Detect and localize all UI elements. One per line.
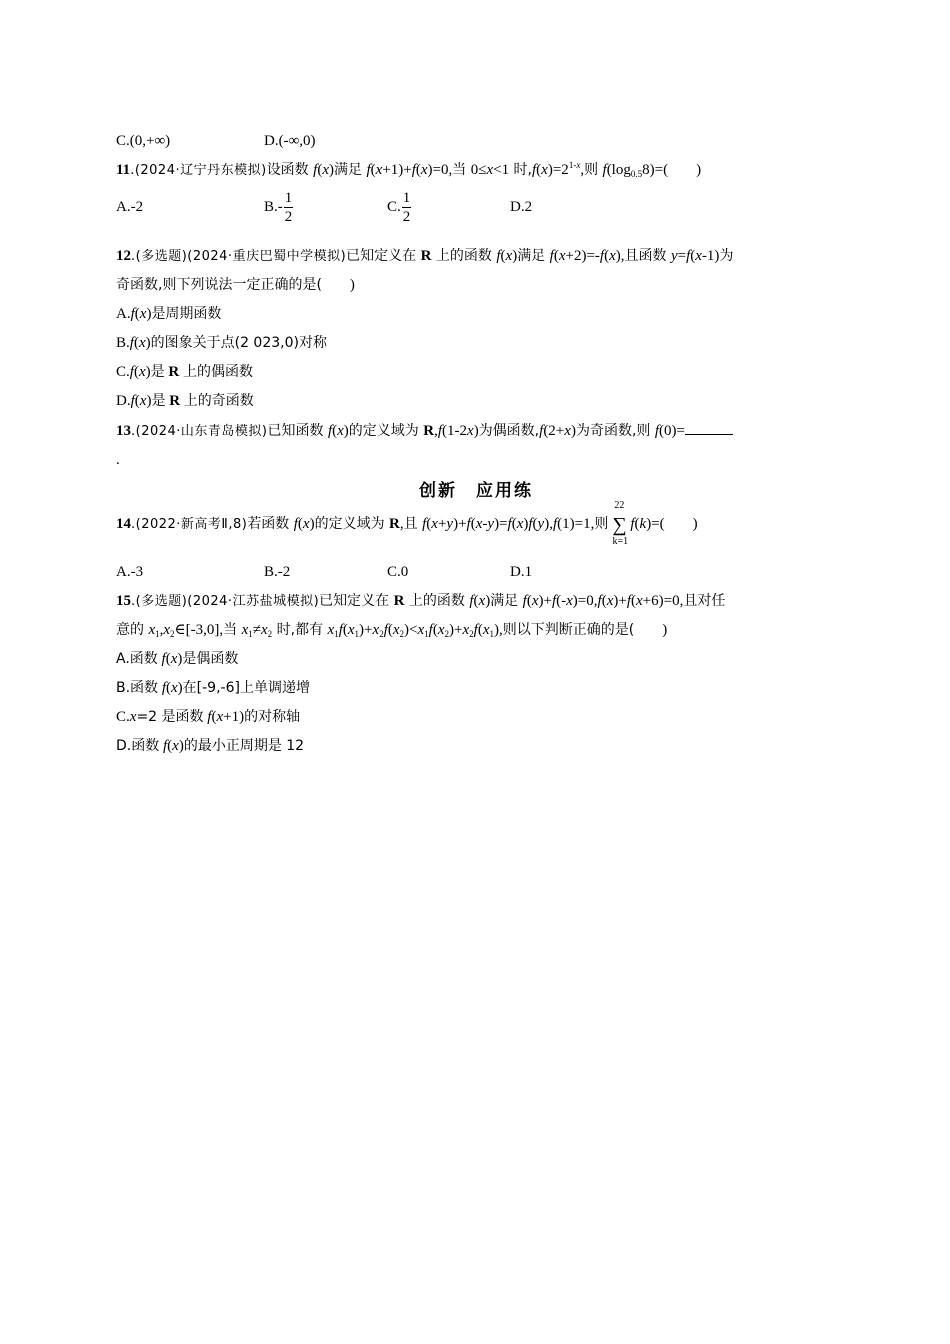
q12-option-c: C.f(x)是 R 上的偶函数 bbox=[116, 364, 253, 380]
q11-option-b-fraction: $\frac{1}{2}$ bbox=[284, 190, 293, 225]
q11-option-d: D.2 bbox=[510, 199, 533, 215]
q15-option-a: A.函数 f(x)是偶函数 bbox=[116, 651, 239, 667]
q10-option-d: D.(-∞,0) bbox=[264, 133, 316, 149]
q11-source: .(2024·辽宁丹东模拟) bbox=[130, 163, 267, 178]
q13-stem: 13.(2024·山东青岛模拟)已知函数 f(x)的定义域为 R,f(1-2x)为偶函数,f(2+x)为奇函数,则 f(0)= bbox=[116, 420, 733, 442]
q11-stem: 11.(2024·辽宁丹东模拟)设函数 f(x)满足 f(x+1)+f(x)=0,当 0≤x<1 时$,f(x)=2^{1-x}$,则 $f(\log_{0.5}8)=$( ) bbox=[116, 160, 702, 179]
q15-tag: .(多选题)(2024·江苏盐城模拟) bbox=[131, 594, 320, 609]
q15-number: 15 bbox=[116, 593, 131, 609]
q15-stem-line2: 意的 $x_1,x_2\in[-3,0]$,当 $x_1\ne x_2$ 时,都有 $x_1f(x_1)+x_2f(x_2)<x_1f(x_2)+x_2f(x_1)$,则以下判断正确的是( ) bbox=[116, 622, 668, 639]
q12-stem-line2: 奇函数,则下列说法一定正确的是( ) bbox=[116, 277, 355, 293]
q14-source: .(2022·新高考Ⅱ,8) bbox=[131, 517, 248, 532]
q12-stem-line1: 12.(多选题)(2024·重庆巴蜀中学模拟)已知定义在 R 上的函数 f(x)满足 f(x+2)=-f(x),且函数 y=f(x-1)为 bbox=[116, 248, 734, 264]
q10-option-c: C.(0,+∞) bbox=[116, 133, 171, 149]
q14-stem: 14.(2022·新高考Ⅱ,8)若函数 f(x)的定义域为 R,且 f(x+y)+f(x-y)=f(x)f(y),f(1)=1,则 22 ∑ k=1 f(k)=( ) bbox=[116, 499, 698, 547]
q11-option-a: A.-2 bbox=[116, 199, 144, 215]
q11-number: 11 bbox=[116, 162, 131, 178]
q13-number: 13 bbox=[116, 423, 131, 439]
section-title: 创新 应用练 bbox=[419, 481, 533, 501]
q12-option-b: B.f(x)的图象关于点(2 023,0)对称 bbox=[116, 335, 327, 351]
q14-option-c: C.0 bbox=[387, 564, 409, 580]
q11-option-b: B.- $\frac{1}{2}$ bbox=[264, 190, 293, 225]
q13-source: .(2024·山东青岛模拟) bbox=[131, 424, 268, 439]
q12-number: 12 bbox=[116, 248, 131, 264]
q13-answer-blank[interactable] bbox=[685, 420, 733, 435]
q14-option-d: D.1 bbox=[510, 564, 533, 580]
q15-stem-line1: 15.(多选题)(2024·江苏盐城模拟)已知定义在 R 上的函数 f(x)满足 f(x)+f(-x)=0,f(x)+f(x+6)=0,且对任 bbox=[116, 593, 726, 609]
q14-option-b: B.-2 bbox=[264, 564, 291, 580]
q11-option-c: C. $\frac{1}{2}$ bbox=[387, 190, 411, 225]
summation-symbol: 22 ∑ k=1 bbox=[612, 499, 629, 547]
q15-option-c: C.x=2 是函数 f(x+1)的对称轴 bbox=[116, 709, 301, 725]
q12-option-d: D.f(x)是 R 上的奇函数 bbox=[116, 393, 254, 409]
q11-option-c-fraction: $\frac{1}{2}$ bbox=[402, 190, 411, 225]
q12-option-a: A.f(x)是周期函数 bbox=[116, 306, 222, 322]
q15-option-d: D.函数 f(x)的最小正周期是 12 bbox=[116, 738, 305, 754]
q14-option-a: A.-3 bbox=[116, 564, 144, 580]
q15-option-b: B.函数 f(x)在[-9,-6]上单调递增 bbox=[116, 680, 310, 696]
q12-tag: .(多选题)(2024·重庆巴蜀中学模拟) bbox=[131, 249, 347, 264]
q13-trailing-period: . bbox=[116, 452, 120, 468]
q14-number: 14 bbox=[116, 516, 131, 532]
